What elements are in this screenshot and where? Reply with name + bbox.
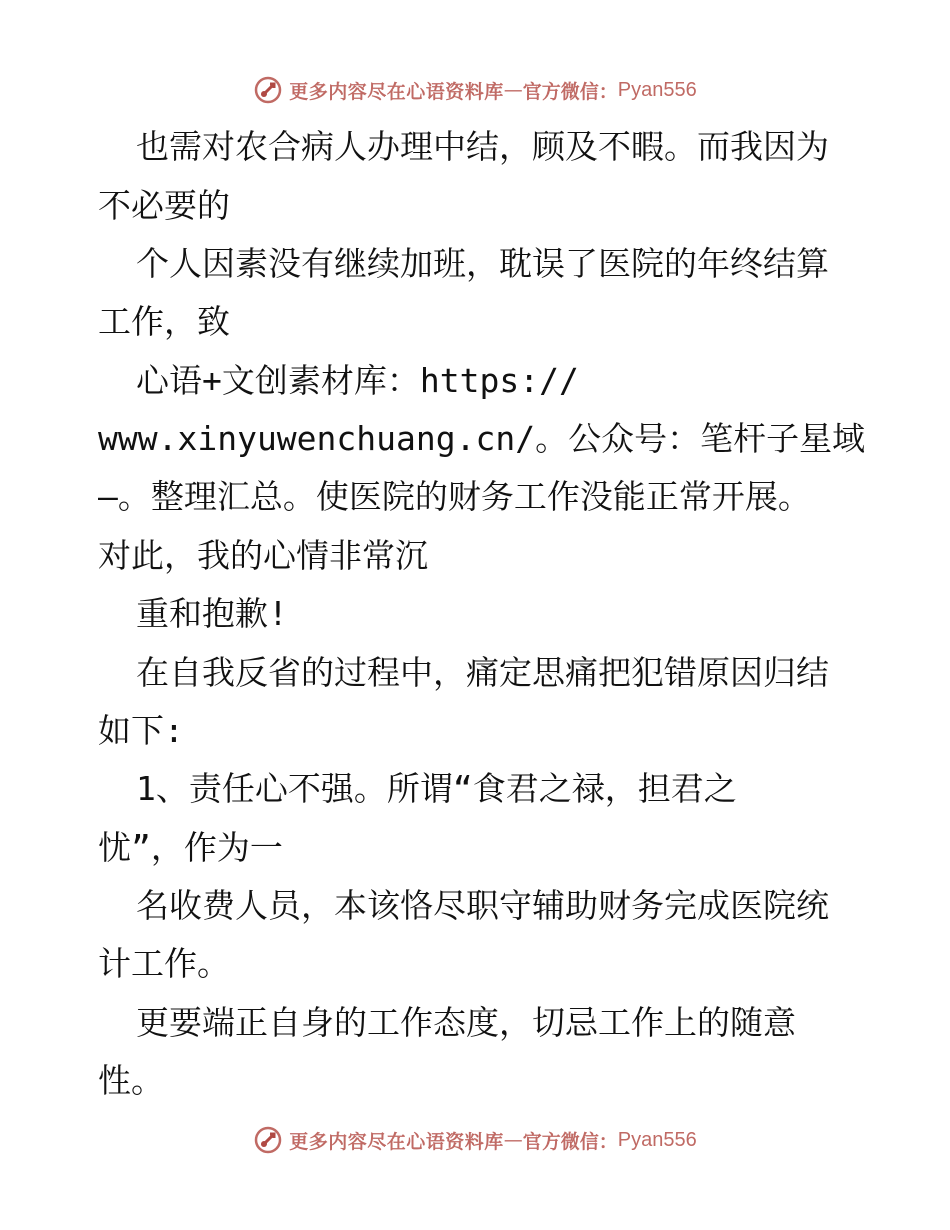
logo-icon [253, 1125, 283, 1155]
header-wechat-id: Pyan556 [617, 78, 697, 101]
header-wechat-label: 官方微信： [522, 80, 618, 103]
text-line: 也需对农合病人办理中结，顾及不暇。而我因为 [136, 127, 829, 166]
footer-watermark [0, 1120, 950, 1160]
header-watermark [0, 70, 950, 110]
text-line: 更要端正自身的工作态度，切忌工作上的随意 [136, 1003, 796, 1042]
text-line: www.xinyuwenchuang.cn/。公众号：笔杆子星域 [98, 419, 866, 458]
text-line: 计工作。 [98, 944, 230, 983]
footer-text: 更多内容尽在心语资料库 [289, 1130, 504, 1153]
logo-icon [253, 75, 283, 105]
text-line: —。整理汇总。使医院的财务工作没能正常开展。 [98, 477, 811, 516]
header-text: 更多内容尽在心语资料库 [289, 80, 504, 103]
text-line: 心语+文创素材库：https:// [136, 361, 579, 400]
text-line: 个人因素没有继续加班，耽误了医院的年终结算 [136, 244, 829, 283]
text-line: 1、责任心不强。所谓“食君之禄，担君之 [136, 769, 737, 808]
text-line: 对此，我的心情非常沉 [98, 536, 428, 575]
text-line: 重和抱歉! [136, 594, 288, 633]
text-line: 名收费人员，本该恪尽职守辅助财务完成医院统 [136, 886, 829, 925]
text-line: 在自我反省的过程中，痛定思痛把犯错原因归结 [136, 653, 829, 692]
footer-dash: — [503, 1129, 523, 1151]
text-line: 如下: [98, 711, 184, 750]
footer-wechat-id: Pyan556 [617, 1128, 697, 1151]
text-line: 不必要的 [98, 186, 230, 225]
text-line: 忧”，作为一 [98, 828, 283, 867]
text-line: 工作，致 [98, 302, 230, 341]
text-line: 性。 [98, 1061, 164, 1100]
footer-wechat-label: 官方微信： [522, 1130, 618, 1153]
header-dash: — [503, 79, 523, 101]
